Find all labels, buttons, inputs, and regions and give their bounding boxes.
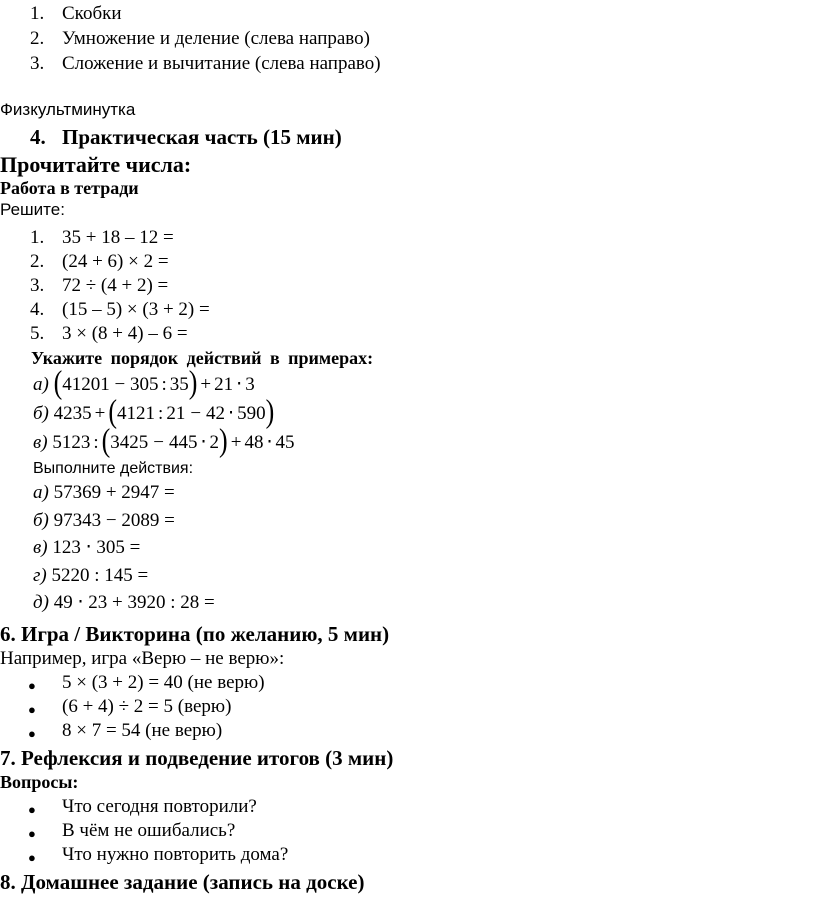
solve-item xyxy=(30,227,174,249)
math-term: 3 xyxy=(245,374,255,395)
list-number: 4. xyxy=(30,299,45,320)
list-text: Сложение и вычитание (слева направо) xyxy=(62,53,381,74)
math-term: 42 xyxy=(206,403,226,424)
order-examples-heading: Укажите порядок действий в примерах: xyxy=(31,348,374,368)
bullet-icon: ● xyxy=(28,826,36,841)
math-operator: + xyxy=(200,374,212,395)
list-text: (24 + 6) × 2 = xyxy=(62,251,169,272)
math-expression: 57369 + 2947 = xyxy=(53,482,175,503)
bullet-icon: ● xyxy=(28,702,36,717)
read-numbers-heading: Прочитайте числа: xyxy=(0,152,192,177)
math-operator: + xyxy=(230,432,242,453)
math-term: 48 xyxy=(244,432,264,453)
math-term: 4235 xyxy=(53,403,92,424)
question-text: Что сегодня повторили? xyxy=(62,796,257,817)
section-6-heading: 6. Игра / Викторина (по желанию, 5 мин) xyxy=(0,622,390,646)
game-item-text: (6 + 4) ÷ 2 = 5 (верю) xyxy=(62,696,232,717)
example-label: д) xyxy=(33,592,49,613)
math-operator: : xyxy=(158,403,164,424)
math-operator: ⋅ xyxy=(236,374,243,395)
order-example-a: а) (41201 − 305 : 35) + 21 ⋅ 3 xyxy=(33,364,255,401)
action-example xyxy=(33,537,140,559)
math-term: 45 xyxy=(275,432,295,453)
order-example-v: в) 5123 : (3425 − 445 ⋅ 2) + 48 ⋅ 45 xyxy=(33,422,295,459)
bullet-icon: ● xyxy=(28,850,36,865)
list-text: 35 + 18 – 12 = xyxy=(62,227,174,248)
section-number: 4. xyxy=(30,125,46,149)
math-operator: : xyxy=(161,374,167,395)
action-example xyxy=(33,510,175,532)
section-4-heading xyxy=(30,124,342,150)
game-intro: Например, игра «Верю – не верю»: xyxy=(0,648,285,669)
example-label: а) xyxy=(33,482,49,503)
order-list-item xyxy=(30,28,370,50)
math-term: 41201 xyxy=(62,374,110,395)
list-text: 3 × (8 + 4) – 6 = xyxy=(62,323,188,344)
math-term: 35 xyxy=(169,374,189,395)
example-label: б) xyxy=(33,403,49,424)
math-term: 21 xyxy=(214,374,234,395)
math-term: 590 xyxy=(237,403,266,424)
fizkult-text: Физкультминутка xyxy=(0,100,136,119)
order-list-item xyxy=(30,53,381,75)
game-item-text: 8 × 7 = 54 (не верю) xyxy=(62,720,223,741)
section-8-heading: 8. Домашнее задание (запись на доске) xyxy=(0,870,365,894)
bullet-icon: ● xyxy=(28,678,36,693)
order-example-b: б) 4235 + (4121 : 21 − 42 ⋅ 590) xyxy=(33,393,275,430)
math-expression: 97343 − 2089 = xyxy=(53,510,175,531)
math-operator: + xyxy=(94,403,106,424)
list-text: Скобки xyxy=(62,3,122,24)
bullet-icon: ● xyxy=(28,726,36,741)
math-operator: − xyxy=(114,374,126,395)
math-term: 4121 xyxy=(117,403,156,424)
list-number: 3. xyxy=(30,275,45,296)
list-text: (15 – 5) × (3 + 2) = xyxy=(62,299,210,320)
list-number: 2. xyxy=(30,251,45,272)
question-text: В чём не ошибались? xyxy=(62,820,236,841)
question-text: Что нужно повторить дома? xyxy=(62,844,289,865)
solve-item xyxy=(30,299,210,321)
do-actions-label: Выполните действия: xyxy=(33,460,194,477)
list-text: Умножение и деление (слева направо) xyxy=(62,28,370,49)
math-expression: 5220 : 145 = xyxy=(51,565,149,586)
workbook-heading: Работа в тетради xyxy=(0,178,139,198)
math-operator: : xyxy=(93,432,99,453)
section-7-heading: 7. Рефлексия и подведение итогов (3 мин) xyxy=(0,746,394,770)
example-label: в) xyxy=(33,537,48,558)
solve-item xyxy=(30,323,188,345)
action-example xyxy=(33,592,215,614)
math-operator: ⋅ xyxy=(266,432,273,453)
action-example xyxy=(33,565,148,587)
math-term: 445 xyxy=(169,432,198,453)
order-list-item xyxy=(30,3,122,25)
math-term: 3425 xyxy=(110,432,149,453)
list-number: 1. xyxy=(30,3,45,24)
game-item-text: 5 × (3 + 2) = 40 (не верю) xyxy=(62,672,265,693)
list-number: 5. xyxy=(30,323,45,344)
solve-item xyxy=(30,251,169,273)
math-expression: 49 ⋅ 23 + 3920 : 28 = xyxy=(53,592,215,613)
list-number: 3. xyxy=(30,53,45,74)
list-number: 2. xyxy=(30,28,45,49)
list-number: 1. xyxy=(30,227,45,248)
math-operator: − xyxy=(153,432,164,453)
math-operator: ⋅ xyxy=(228,403,235,424)
math-expression: 123 ⋅ 305 = xyxy=(52,537,141,558)
math-term: 21 xyxy=(166,403,186,424)
list-text: 72 ÷ (4 + 2) = xyxy=(62,275,169,296)
questions-label: Вопросы: xyxy=(0,772,79,792)
example-label: б) xyxy=(33,510,49,531)
example-label: а) xyxy=(33,374,49,395)
solve-item xyxy=(30,275,169,297)
section-title: Практическая часть (15 мин) xyxy=(62,125,342,149)
example-label: в) xyxy=(33,432,48,453)
solve-label: Решите: xyxy=(0,200,65,219)
bullet-icon: ● xyxy=(28,802,36,817)
math-term: 2 xyxy=(209,432,220,453)
action-example xyxy=(33,482,175,504)
example-label: г) xyxy=(33,565,47,586)
math-term: 305 xyxy=(129,374,159,395)
math-operator: − xyxy=(190,403,202,424)
math-operator: ⋅ xyxy=(200,432,207,453)
math-term: 5123 xyxy=(52,432,91,453)
